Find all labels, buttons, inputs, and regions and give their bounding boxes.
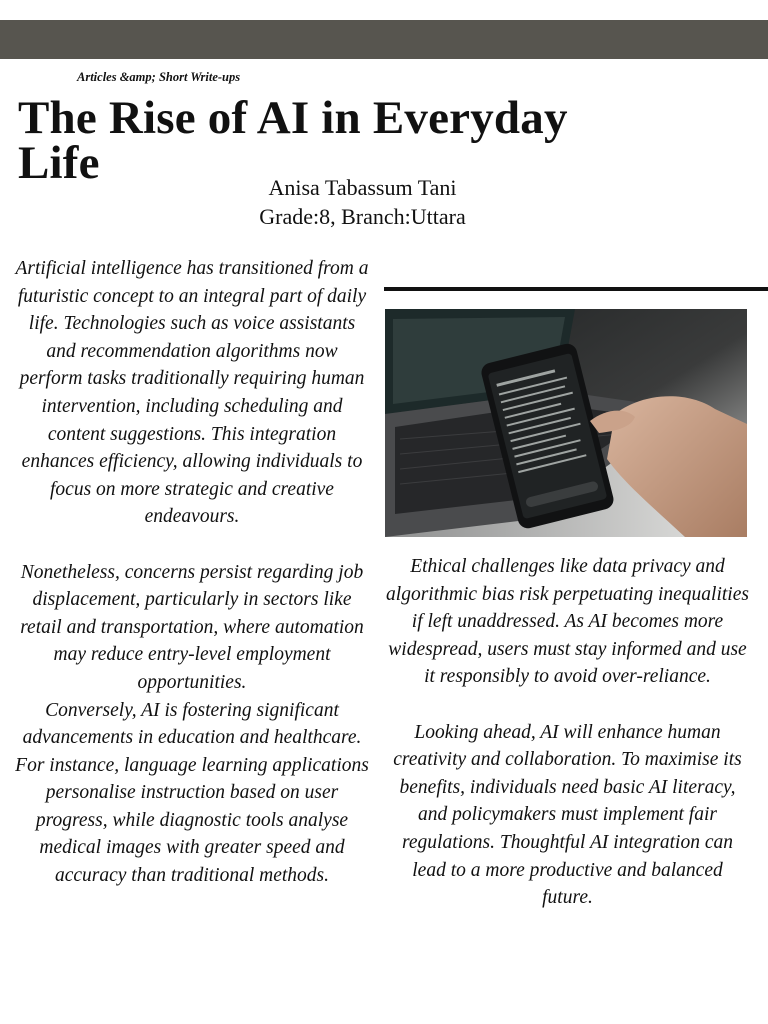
- left-column: [14, 255, 370, 890]
- author-block: [230, 173, 495, 231]
- photo-illustration: [385, 309, 747, 537]
- article-photo: [385, 309, 747, 537]
- right-column: [385, 553, 750, 912]
- section-label: Articles &amp; Short Write-ups: [77, 70, 241, 84]
- paragraph-concerns: Nonetheless, concerns persist regarding job displacement, particularly in sectors like retail and transportation, where automation may reduce entry-level employment opportunities.: [20, 561, 364, 693]
- author-name: Anisa Tabassum Tani: [268, 175, 457, 200]
- top-banner-bar: [0, 20, 768, 59]
- paragraph-advancements: Conversely, AI is fostering significant advancements in education and healthcare. For instance, language learning applications personalise instruction based on user progress, while diagnostic tools analyse medical images with greater speed and accuracy than traditional methods.: [15, 699, 369, 887]
- paragraph-outlook: Looking ahead, AI will enhance human creativity and collaboration. To maximise its benefits, individuals need basic AI literacy, and policymakers must implement fair regulations. Thoughtful AI integration can lead to a more productive and balanced future.: [393, 721, 742, 909]
- divider-rule: [384, 287, 768, 291]
- paragraph-intro: Artificial intelligence has transitioned from a futuristic concept to an integral part of daily life. Technologies such as voice assistants and recommendation algorithms now perform tasks traditionally requiring human intervention, including scheduling and content suggestions. This integration enhances efficiency, allowing individuals to focus on more strategic and creative endeavours.: [15, 258, 369, 528]
- author-details: Grade:8, Branch:Uttara: [259, 204, 466, 229]
- article-title: The Rise of AI in Everyday Life: [18, 92, 568, 189]
- paragraph-ethics: Ethical challenges like data privacy and algorithmic bias risk perpetuating inequalities if left unaddressed. As AI becomes more widespread, users must stay informed and use it responsibly to avoid over-reliance.: [386, 556, 749, 688]
